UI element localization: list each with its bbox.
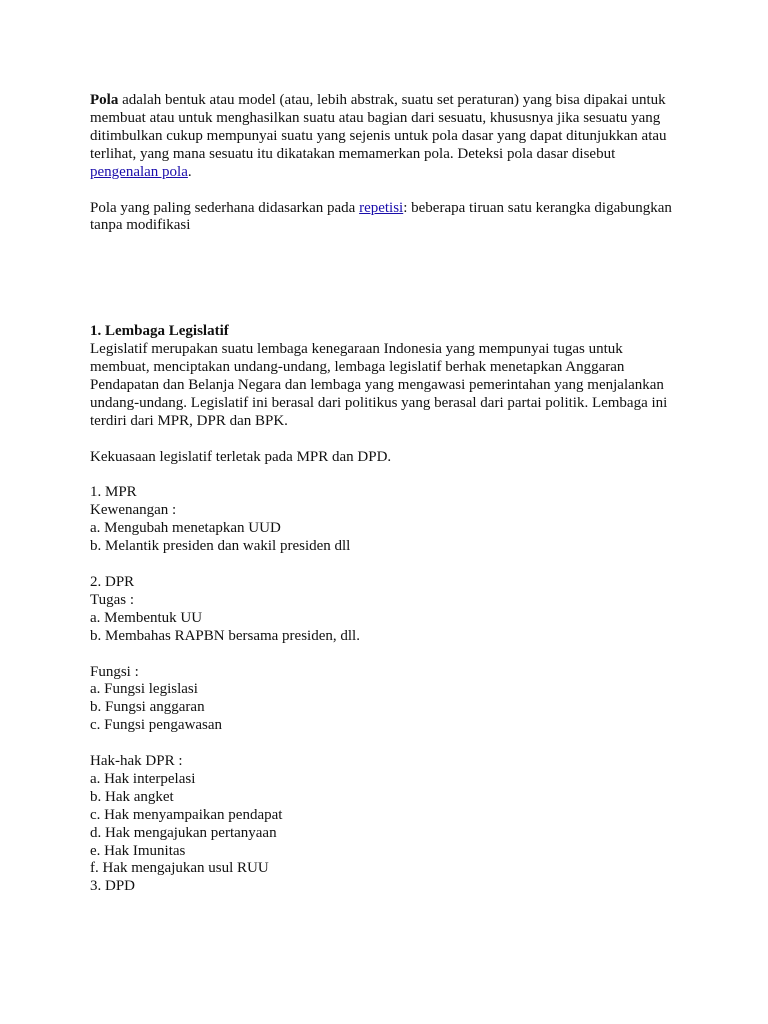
list-item: b. Membahas RAPBN bersama presiden, dll. bbox=[90, 627, 360, 644]
list-item: f. Hak mengajukan usul RUU bbox=[90, 860, 269, 877]
list-item: a. Membentuk UU bbox=[90, 609, 203, 626]
dpr-fungsi-label: Fungsi : bbox=[90, 663, 139, 680]
dpr-tugas-label: Tugas : bbox=[90, 591, 135, 608]
list-item: d. Hak mengajukan pertanyaan bbox=[90, 824, 277, 841]
repetisi-paragraph bbox=[90, 200, 680, 236]
intro-paragraph bbox=[90, 92, 680, 182]
list-item: b. Melantik presiden dan wakil presiden dll bbox=[90, 538, 351, 555]
mpr-label: Kewenangan : bbox=[90, 502, 177, 519]
bold-term: Pola bbox=[90, 92, 119, 108]
repetisi-text: Pola yang paling sederhana didasarkan pada bbox=[90, 199, 360, 216]
section-heading: 1. Lembaga Legislatif bbox=[90, 323, 229, 340]
dpr-hak-label: Hak-hak DPR : bbox=[90, 753, 183, 770]
repetisi-link[interactable]: repetisi bbox=[359, 199, 404, 216]
list-item: b. Hak angket bbox=[90, 788, 174, 805]
pengenalan-pola-link[interactable]: pengenalan pola bbox=[90, 163, 188, 180]
list-item: a. Fungsi legislasi bbox=[90, 681, 198, 698]
legislatif-section bbox=[90, 323, 688, 896]
list-item: a. Hak interpelasi bbox=[90, 770, 196, 787]
intro-text-end: . bbox=[187, 163, 192, 180]
list-item: e. Hak Imunitas bbox=[90, 842, 186, 859]
dpd-title: 3. DPD bbox=[90, 878, 136, 895]
vertical-gap bbox=[90, 235, 688, 323]
kekuasaan-text: Kekuasaan legislatif terletak pada MPR dan DPD. bbox=[90, 448, 392, 465]
legislatif-description: Legislatif merupakan suatu lembaga kenegaraan Indonesia yang mempunyai tugas untuk membuat, menciptakan undang-undang, lembaga legislatif berhak menetapkan Anggaran Pendapatan dan Belanja Negara dan lembaga yang mengawasi pemerintahan yang menjalankan undang-undang. Legislatif ini berasal dari politikus yang berasal dari partai politik. Lembaga ini terdiri dari MPR, DPR dan BPK. bbox=[90, 341, 668, 429]
list-item: c. Fungsi pengawasan bbox=[90, 717, 223, 734]
list-item: b. Fungsi anggaran bbox=[90, 699, 205, 716]
mpr-title: 1. MPR bbox=[90, 484, 137, 501]
list-item: c. Hak menyampaikan pendapat bbox=[90, 806, 283, 823]
repetisi-text-end: : beberapa tiruan satu kerangka digabungkan tanpa modifikasi bbox=[90, 199, 672, 234]
list-item: a. Mengubah menetapkan UUD bbox=[90, 520, 281, 537]
dpr-title: 2. DPR bbox=[90, 573, 135, 590]
intro-text: adalah bentuk atau model (atau, lebih abstrak, suatu set peraturan) yang bisa dipakai untuk membuat atau untuk menghasilkan suatu atau bagian dari sesuatu, khususnya jika sesuatu yang ditimbulkan cukup mempunyai suatu yang sejenis untuk pola dasar yang dapat ditunjukkan atau terlihat, yang mana sesuatu itu dikatakan memamerkan pola. Deteksi pola dasar disebut bbox=[90, 92, 667, 162]
